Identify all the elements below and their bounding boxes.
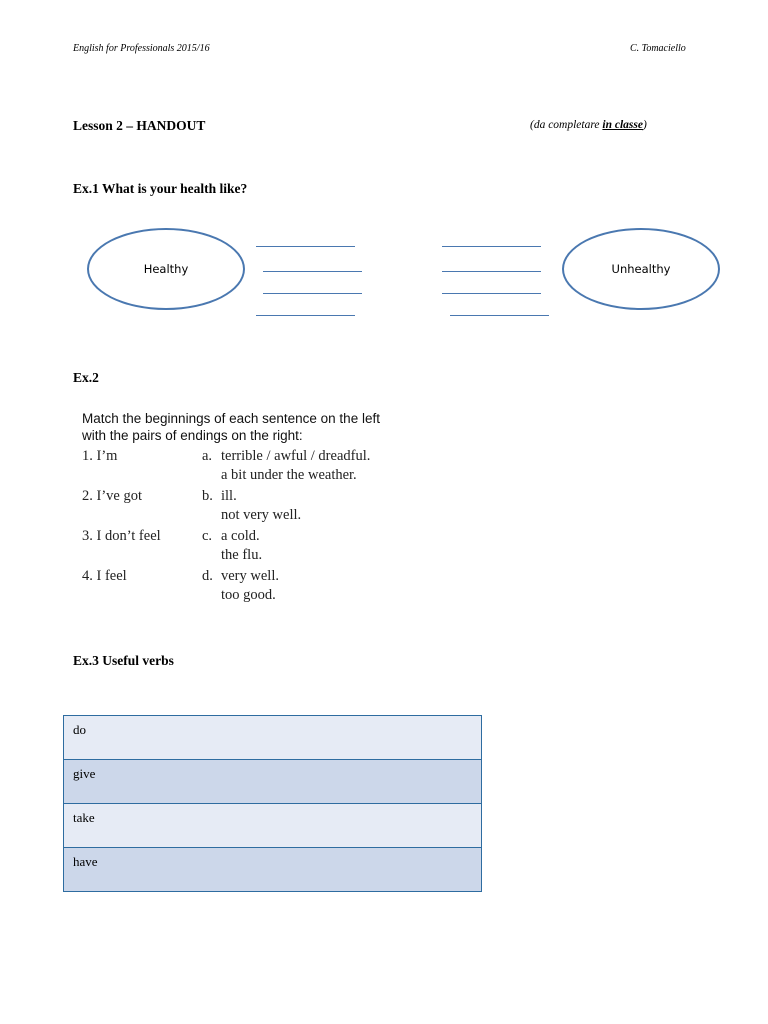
- unhealthy-answer-line-2[interactable]: [442, 271, 541, 272]
- table-row: [64, 716, 482, 760]
- lesson-note-suffix: ): [642, 119, 647, 131]
- ex2-ending-letter: d.: [202, 568, 213, 584]
- healthy-oval: [87, 228, 245, 310]
- table-row: [64, 804, 482, 848]
- unhealthy-oval: [562, 228, 720, 310]
- lesson-note: [530, 119, 647, 131]
- verb-cell-give[interactable]: give: [64, 760, 482, 804]
- ex2-ending-first: very well.: [221, 568, 279, 584]
- ex2-title: Ex.2: [73, 370, 99, 385]
- healthy-answer-line-1[interactable]: [256, 246, 355, 247]
- healthy-label: Healthy: [143, 262, 189, 276]
- unhealthy-label: Unhealthy: [611, 262, 671, 276]
- verb-cell-do[interactable]: do: [64, 716, 482, 760]
- useful-verbs-table: [63, 715, 482, 892]
- verb-cell-have[interactable]: have: [64, 848, 482, 892]
- ex2-ending-second: not very well.: [221, 507, 302, 523]
- ex2-ending-first: ill.: [221, 488, 237, 504]
- unhealthy-answer-line-4[interactable]: [450, 315, 549, 316]
- unhealthy-answer-line-1[interactable]: [442, 246, 541, 247]
- ex2-ending-letter: a.: [202, 448, 213, 464]
- header-course: English for Professionals 2015/16: [73, 43, 210, 54]
- ex2-ending-second: a bit under the weather.: [221, 467, 357, 483]
- ex2-instruction-line-1: Match the beginnings of each sentence on the left: [82, 411, 380, 426]
- verb-cell-take[interactable]: take: [64, 804, 482, 848]
- ex3-title: Ex.3 Useful verbs: [73, 653, 174, 668]
- table-row: [64, 848, 482, 892]
- lesson-note-prefix: (da completare: [530, 119, 603, 131]
- healthy-answer-line-3[interactable]: [263, 293, 362, 294]
- healthy-answer-line-2[interactable]: [263, 271, 362, 272]
- ex2-beginning: 1. I’m: [82, 448, 118, 464]
- healthy-answer-line-4[interactable]: [256, 315, 355, 316]
- lesson-title: Lesson 2 – HANDOUT: [73, 118, 206, 133]
- ex2-instruction-line-2: with the pairs of endings on the right:: [82, 428, 303, 443]
- ex2-ending-first: a cold.: [221, 528, 260, 544]
- table-row: [64, 760, 482, 804]
- unhealthy-answer-line-3[interactable]: [442, 293, 541, 294]
- ex1-title: Ex.1 What is your health like?: [73, 181, 248, 196]
- ex2-ending-letter: b.: [202, 488, 213, 504]
- ex2-beginning: 2. I’ve got: [82, 488, 142, 504]
- ex2-beginning: 4. I feel: [82, 568, 127, 584]
- lesson-note-emphasis: in classe: [602, 119, 643, 131]
- ex2-beginning: 3. I don’t feel: [82, 528, 161, 544]
- ex2-ending-first: terrible / awful / dreadful.: [221, 448, 371, 464]
- ex2-ending-second: the flu.: [221, 547, 263, 563]
- header-author: C. Tomaciello: [630, 43, 686, 54]
- ex2-ending-letter: c.: [202, 528, 213, 544]
- ex2-ending-second: too good.: [221, 587, 276, 603]
